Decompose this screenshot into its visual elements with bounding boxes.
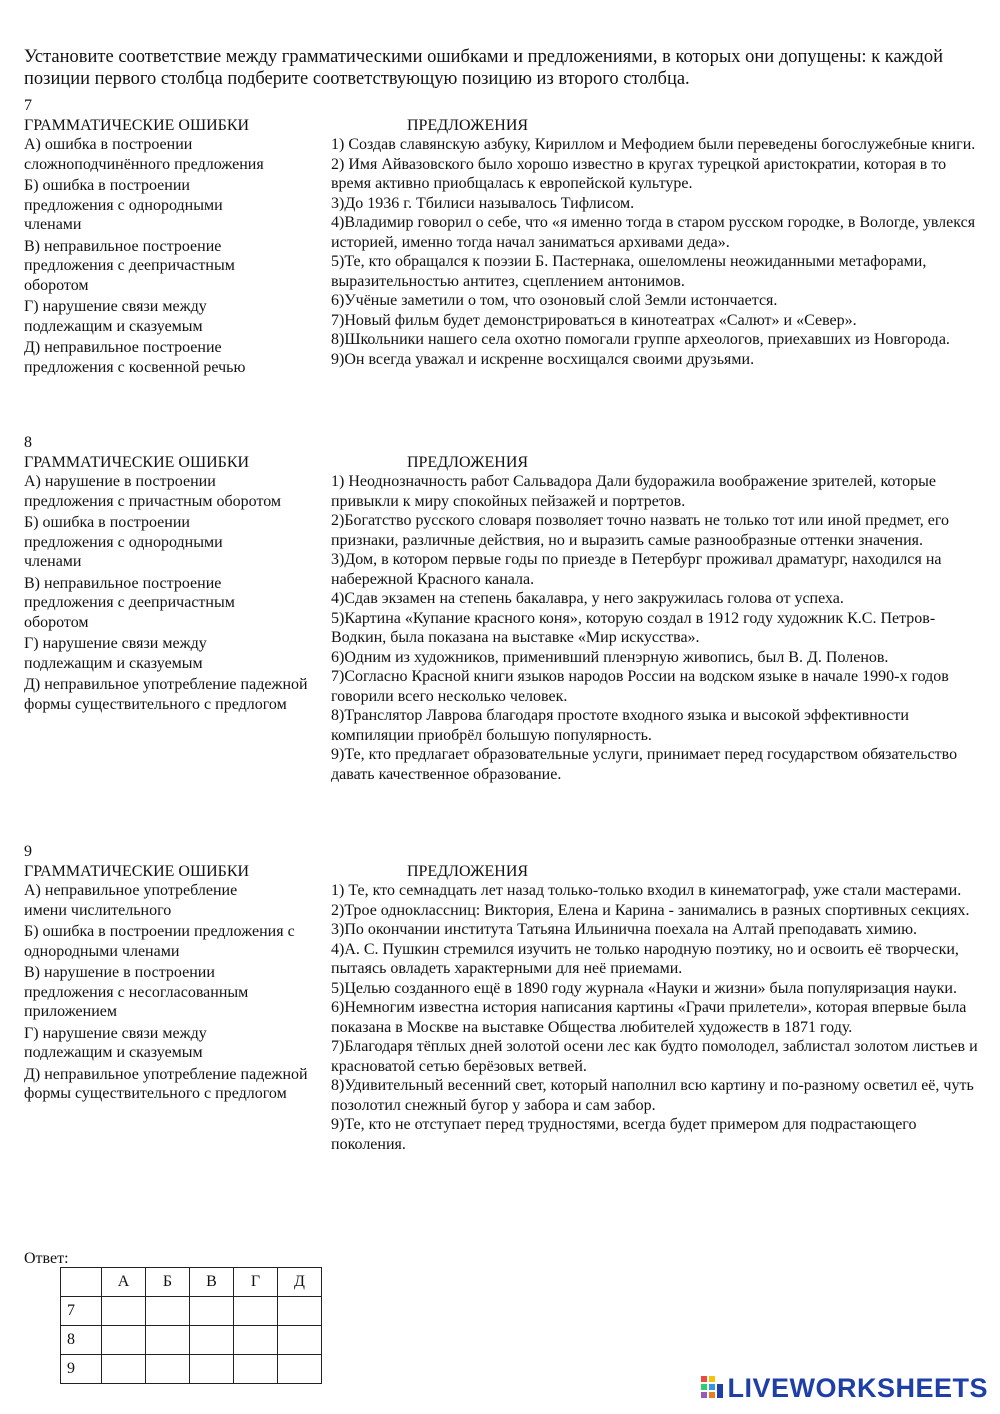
sentence-item: 6)Учёные заметили о том, что озоновый слой Земли истончается.	[331, 292, 778, 309]
errors-header: ГРАММАТИЧЕСКИЕ ОШИБКИ	[24, 863, 250, 880]
sentence-item: 4)Сдав экзамен на степень бакалавра, у него закружилась голова от успеха.	[331, 590, 844, 607]
sentence-item: 7)Новый фильм будет демонстрироваться в кинотеатрах «Салют» и «Север».	[331, 311, 857, 329]
sentence-item: 4)Владимир говорил о себе, что «я именно тогда в старом русском городке, в Вологде, увлекся историей, именно тогда начал заниматься архивами деда».	[331, 214, 976, 251]
error-item: Б) ошибка в построении предложения с однородными членами	[24, 514, 223, 570]
brand-text: LIVEWORKSHEETS	[727, 1372, 988, 1403]
sentence-item: 3)Дом, в котором первые годы по приезде в Петербург проживал драматург, находился на набережной Красного канала.	[331, 551, 942, 588]
error-item: Д) неправильное употребление падежной формы существительного с предлогом	[24, 676, 308, 713]
sentence-item: 9)Те, кто не отступает перед трудностями, всегда будет примером для подрастающего поколения.	[331, 1116, 917, 1153]
answer-cell[interactable]	[234, 1355, 278, 1384]
sentence-item: 6)Одним из художников, применивший пленэрную живопись, был В. Д. Поленов.	[331, 648, 889, 666]
task-number: 9	[24, 843, 32, 860]
answer-cell[interactable]	[146, 1326, 190, 1355]
answer-cell[interactable]	[102, 1297, 146, 1326]
sentence-item: 5)Те, кто обращался к поэзии Б. Пастернака, ошеломлены неожиданными метафорами, выразительностью антитез, сцеплением антонимов.	[331, 253, 927, 290]
sentence-item: 8)Транслятор Лаврова благодаря простоте входного языка и высокой эффективности компиляции приобрёл большую популярность.	[331, 707, 909, 744]
answer-cell[interactable]	[146, 1297, 190, 1326]
sentence-item: 5)Картина «Купание красного коня», которую создал в 1912 году художник К.С. Петров-Водкин, была показана на выставке «Мир искусства».	[331, 609, 936, 646]
sentence-item: 1) Создав славянскую азбуку, Кириллом и Мефодием были переведены богослужебные книги.	[331, 136, 976, 153]
answer-header-row	[61, 1268, 322, 1297]
error-item: Г) нарушение связи между подлежащим и сказуемым	[24, 1024, 207, 1061]
sentence-item: 1) Неоднозначность работ Сальвадора Дали будоражила воображение зрителей, которые привыкли к миру спокойных пейзажей и портретов.	[331, 473, 936, 510]
sentences-header: ПРЕДЛОЖЕНИЯ	[407, 117, 529, 134]
sentence-item: 2) Имя Айвазовского было хорошо известно в кругах турецкой аристократии, которая в то время активно приобщалась к европейской культуре.	[331, 155, 947, 192]
task-number: 8	[24, 434, 32, 451]
error-item: Б) ошибка в построении предложения с однородными членами	[24, 177, 223, 233]
answer-col-header: Б	[146, 1268, 190, 1297]
answer-col-header: Д	[278, 1268, 322, 1297]
answer-cell[interactable]	[278, 1326, 322, 1355]
error-item: Г) нарушение связи между подлежащим и сказуемым	[24, 635, 207, 672]
error-item: Д) неправильное построение предложения с косвенной речью	[24, 339, 246, 376]
answer-cell[interactable]	[102, 1355, 146, 1384]
sentence-item: 9)Он всегда уважал и искренне восхищался своими друзьями.	[331, 350, 755, 368]
error-item: В) неправильное построение предложения с деепричастным оборотом	[24, 237, 235, 294]
answer-corner-cell	[61, 1268, 102, 1297]
errors-header: ГРАММАТИЧЕСКИЕ ОШИБКИ	[24, 454, 250, 471]
sentence-item: 8)Школьники нашего села охотно помогали группе археологов, приехавших из Новгорода.	[331, 331, 950, 348]
answer-cell[interactable]	[190, 1326, 234, 1355]
liveworksheets-logo-icon	[701, 1376, 723, 1400]
answer-cell[interactable]	[278, 1355, 322, 1384]
answer-col-header: А	[102, 1268, 146, 1297]
answer-cell[interactable]	[278, 1297, 322, 1326]
sentence-item: 7)Благодаря тёплых дней золотой осени лес как будто помолодел, заблистал золотом листьев и красноватой сетью берёзовых ветвей.	[331, 1038, 978, 1075]
answer-cell[interactable]	[146, 1355, 190, 1384]
sentence-item: 2)Богатство русского словаря позволяет точно назвать не только тот или иной предмет, его признаки, различные действия, но и выразить самые разнообразные оттенки значения.	[331, 512, 950, 549]
error-item: А) неправильное употребление имени числительного	[24, 882, 238, 919]
answer-col-header: Г	[234, 1268, 278, 1297]
error-item: В) нарушение в построении предложения с несогласованным приложением	[24, 964, 249, 1020]
answer-label: Ответ:	[24, 1250, 69, 1267]
sentence-item: 5)Целью созданного ещё в 1890 году журнала «Науки и жизни» была популяризация науки.	[331, 979, 957, 997]
error-item: А) ошибка в построении сложноподчинённого предложения	[24, 136, 264, 173]
answer-cell[interactable]	[234, 1297, 278, 1326]
answer-row	[61, 1355, 322, 1384]
answer-table	[60, 1267, 322, 1384]
answer-cell[interactable]	[102, 1326, 146, 1355]
instructions-text: Установите соответствие между грамматическими ошибками и предложениями, в которых они допущены: к каждой позиции первого столбца подберите соответствующую позицию из второго столбца.	[24, 47, 944, 89]
sentence-item: 3)По окончании института Татьяна Ильинична поехала на Алтай преподавать химию.	[331, 921, 918, 938]
sentence-item: 4)А. С. Пушкин стремился изучить не только народную поэтику, но и освоить её творчески, пытаясь овладеть характерными для неё приемами.	[331, 940, 959, 977]
sentences-column	[331, 862, 981, 1154]
error-item: Д) неправильное употребление падежной формы существительного с предлогом	[24, 1065, 308, 1102]
errors-column	[24, 862, 314, 1106]
answer-cell[interactable]	[234, 1326, 278, 1355]
sentence-item: 7)Согласно Красной книги языков народов России на водском языке в начале 1990-х годов говорили всего несколько человек.	[331, 668, 949, 705]
sentences-column	[331, 116, 981, 369]
answer-cell[interactable]	[190, 1355, 234, 1384]
answer-row-header: 9	[61, 1355, 102, 1384]
sentences-header: ПРЕДЛОЖЕНИЯ	[407, 863, 529, 880]
answer-row-header: 7	[61, 1297, 102, 1326]
liveworksheets-brand[interactable]	[701, 1373, 988, 1403]
sentence-item: 3)До 1936 г. Тбилиси называлось Тифлисом.	[331, 194, 635, 212]
task-number: 7	[24, 97, 32, 114]
sentence-item: 8)Удивительный весенний свет, который наполнил всю картину и по-разному осветил её, чуть позолотил снежный бугор у забора и сам забор.	[331, 1077, 974, 1114]
answer-row-header: 8	[61, 1326, 102, 1355]
sentence-item: 6)Немногим известна история написания картины «Грачи прилетели», которая впервые была показана в Москве на выставке Общества любителей художеств в 1871 году.	[331, 999, 967, 1036]
errors-header: ГРАММАТИЧЕСКИЕ ОШИБКИ	[24, 117, 250, 134]
errors-column	[24, 453, 314, 716]
error-item: Г) нарушение связи между подлежащим и сказуемым	[24, 298, 207, 335]
error-item: В) неправильное построение предложения с деепричастным оборотом	[24, 574, 235, 631]
sentence-item: 2)Трое одноклассниц: Виктория, Елена и Карина - занимались в разных спортивных секциях.	[331, 901, 970, 919]
sentence-item: 1) Те, кто семнадцать лет назад только-только входил в кинематограф, уже стали мастерами.	[331, 882, 962, 899]
answer-row	[61, 1297, 322, 1326]
answer-cell[interactable]	[190, 1297, 234, 1326]
sentences-header: ПРЕДЛОЖЕНИЯ	[407, 454, 529, 471]
sentences-column	[331, 453, 981, 784]
sentence-item: 9)Те, кто предлагает образовательные услуги, принимает перед государством обязательство давать качественное образование.	[331, 746, 958, 783]
errors-column	[24, 116, 314, 379]
answer-col-header: В	[190, 1268, 234, 1297]
error-item: А) нарушение в построении предложения с причастным оборотом	[24, 473, 282, 510]
answer-row	[61, 1326, 322, 1355]
error-item: Б) ошибка в построении предложения с однородными членами	[24, 923, 295, 960]
